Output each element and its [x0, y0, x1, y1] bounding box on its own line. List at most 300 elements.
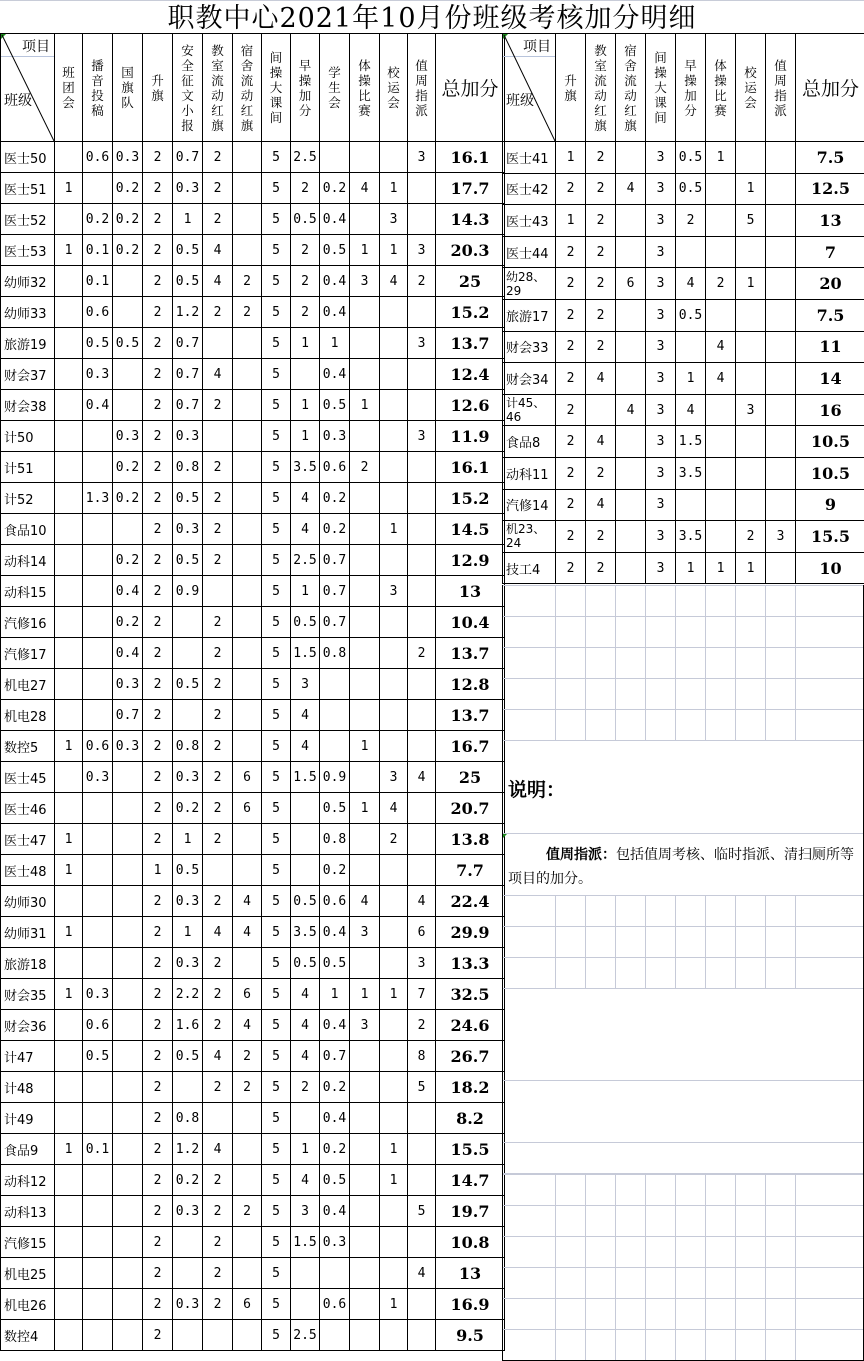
- empty-cell[interactable]: [556, 586, 586, 617]
- empty-cell[interactable]: [616, 1175, 646, 1206]
- empty-cell[interactable]: [503, 586, 556, 617]
- empty-cell[interactable]: [736, 958, 766, 989]
- empty-cell[interactable]: [796, 1237, 864, 1268]
- table-row: [1, 1041, 505, 1072]
- score-cell: [586, 394, 616, 426]
- score-cell: [173, 607, 203, 638]
- empty-cell[interactable]: [616, 1206, 646, 1237]
- score-cell: 2: [203, 731, 233, 762]
- score-cell: [350, 669, 380, 700]
- empty-cell[interactable]: [706, 586, 736, 617]
- empty-cell[interactable]: [766, 1299, 796, 1330]
- empty-cell[interactable]: [796, 586, 864, 617]
- score-cell: 2: [233, 266, 262, 297]
- table-row: [503, 521, 864, 553]
- score-cell: 2: [556, 299, 586, 331]
- score-cell: 2: [203, 948, 233, 979]
- score-cell: 2: [143, 607, 173, 638]
- score-cell: [736, 426, 766, 458]
- empty-cell[interactable]: [616, 958, 646, 989]
- empty-cell[interactable]: [646, 927, 676, 958]
- score-cell: [55, 700, 83, 731]
- column-header: 值周指派: [408, 34, 436, 142]
- empty-cell[interactable]: [796, 710, 864, 741]
- empty-cell[interactable]: [646, 1299, 676, 1330]
- empty-cell[interactable]: [556, 1299, 586, 1330]
- score-cell: 0.3: [173, 514, 203, 545]
- score-cell: 3: [646, 331, 676, 363]
- empty-cell[interactable]: [796, 896, 864, 927]
- empty-cell[interactable]: [706, 1175, 736, 1206]
- score-cell: 6: [616, 268, 646, 300]
- class-name-cell: 幼师32: [1, 266, 55, 297]
- empty-cell[interactable]: [676, 586, 706, 617]
- empty-cell[interactable]: [616, 617, 646, 648]
- score-cell: [408, 390, 436, 421]
- score-cell: 5: [262, 1196, 291, 1227]
- score-cell: 4: [380, 266, 408, 297]
- empty-cell[interactable]: [796, 679, 864, 710]
- score-cell: 0.2: [320, 483, 350, 514]
- empty-cell[interactable]: [736, 617, 766, 648]
- score-cell: [408, 855, 436, 886]
- score-cell: 2: [143, 824, 173, 855]
- column-header: 宿舍流动红旗: [616, 34, 646, 142]
- empty-cell[interactable]: [736, 1237, 766, 1268]
- empty-cell[interactable]: [706, 1268, 736, 1299]
- empty-cell[interactable]: [616, 1299, 646, 1330]
- empty-row: [503, 679, 864, 710]
- empty-cell[interactable]: [796, 648, 864, 679]
- empty-cell[interactable]: [556, 679, 586, 710]
- empty-cell[interactable]: [646, 1175, 676, 1206]
- table-row: [1, 824, 505, 855]
- empty-cell[interactable]: [736, 1206, 766, 1237]
- score-cell: [350, 607, 380, 638]
- empty-cell[interactable]: [736, 679, 766, 710]
- score-cell: [55, 1320, 83, 1351]
- empty-cell[interactable]: [646, 679, 676, 710]
- score-cell: 2: [143, 948, 173, 979]
- score-cell: [83, 793, 113, 824]
- empty-cell[interactable]: [676, 896, 706, 927]
- score-cell: 0.4: [320, 266, 350, 297]
- score-cell: 0.3: [320, 421, 350, 452]
- empty-cell[interactable]: [586, 1237, 616, 1268]
- empty-cell[interactable]: [796, 1330, 864, 1361]
- score-cell: 5: [262, 390, 291, 421]
- score-cell: [233, 421, 262, 452]
- empty-cell[interactable]: [736, 927, 766, 958]
- empty-cell[interactable]: [646, 710, 676, 741]
- empty-cell[interactable]: [766, 679, 796, 710]
- score-cell: 3: [408, 948, 436, 979]
- empty-grid-middle: [502, 895, 864, 989]
- empty-cell[interactable]: [676, 927, 706, 958]
- score-cell: [408, 204, 436, 235]
- score-cell: 0.6: [320, 886, 350, 917]
- empty-cell[interactable]: [616, 648, 646, 679]
- empty-cell[interactable]: [796, 958, 864, 989]
- empty-cell[interactable]: [503, 927, 556, 958]
- score-cell: 0.4: [320, 204, 350, 235]
- empty-cell[interactable]: [676, 958, 706, 989]
- score-cell: 2: [291, 1072, 320, 1103]
- empty-cell[interactable]: [706, 927, 736, 958]
- score-cell: 4: [616, 173, 646, 205]
- empty-cell[interactable]: [586, 896, 616, 927]
- empty-cell[interactable]: [503, 1330, 556, 1361]
- empty-cell[interactable]: [556, 1206, 586, 1237]
- score-cell: 3: [736, 394, 766, 426]
- score-cell: [83, 1227, 113, 1258]
- empty-cell[interactable]: [796, 1175, 864, 1206]
- empty-cell[interactable]: [646, 1268, 676, 1299]
- score-cell: [113, 1072, 143, 1103]
- empty-cell[interactable]: [766, 1206, 796, 1237]
- empty-cell[interactable]: [503, 617, 556, 648]
- score-cell: 0.7: [173, 142, 203, 173]
- score-cell: [706, 205, 736, 237]
- empty-cell[interactable]: [706, 1206, 736, 1237]
- total-score-cell: 16: [796, 394, 864, 426]
- empty-cell[interactable]: [503, 1237, 556, 1268]
- score-cell: [113, 1165, 143, 1196]
- empty-cell[interactable]: [586, 1175, 616, 1206]
- empty-cell[interactable]: [676, 648, 706, 679]
- empty-cell[interactable]: [646, 896, 676, 927]
- empty-cell[interactable]: [646, 586, 676, 617]
- class-name-cell: 幼28、29: [503, 268, 556, 300]
- score-cell: 2: [556, 552, 586, 584]
- score-cell: 0.2: [113, 235, 143, 266]
- score-cell: 1: [676, 552, 706, 584]
- empty-cell[interactable]: [646, 648, 676, 679]
- score-cell: [408, 700, 436, 731]
- column-header: 校运会: [380, 34, 408, 142]
- score-cell: [350, 638, 380, 669]
- score-cell: [380, 948, 408, 979]
- empty-cell[interactable]: [503, 679, 556, 710]
- score-cell: 0.5: [83, 1041, 113, 1072]
- empty-row: [503, 1206, 864, 1237]
- score-cell: [55, 886, 83, 917]
- score-cell: [113, 1289, 143, 1320]
- score-cell: [736, 457, 766, 489]
- table-row: [1, 421, 505, 452]
- score-cell: 0.2: [320, 1072, 350, 1103]
- empty-cell[interactable]: [676, 1268, 706, 1299]
- empty-cell[interactable]: [586, 617, 616, 648]
- empty-cell[interactable]: [616, 1237, 646, 1268]
- score-cell: [55, 1010, 83, 1041]
- score-cell: [83, 576, 113, 607]
- score-cell: [706, 489, 736, 521]
- empty-cell[interactable]: [556, 896, 586, 927]
- empty-cell[interactable]: [556, 1175, 586, 1206]
- score-cell: 1: [291, 576, 320, 607]
- score-cell: [350, 1289, 380, 1320]
- score-cell: [55, 204, 83, 235]
- empty-cell[interactable]: [556, 1330, 586, 1361]
- empty-cell[interactable]: [766, 1268, 796, 1299]
- score-cell: 0.5: [173, 483, 203, 514]
- empty-cell[interactable]: [503, 1175, 556, 1206]
- class-name-cell: 食品8: [503, 426, 556, 458]
- empty-cell[interactable]: [646, 958, 676, 989]
- empty-cell[interactable]: [586, 1206, 616, 1237]
- score-cell: [380, 731, 408, 762]
- empty-cell[interactable]: [646, 617, 676, 648]
- class-name-cell: 医士46: [1, 793, 55, 824]
- empty-cell[interactable]: [616, 1330, 646, 1361]
- score-cell: [350, 204, 380, 235]
- empty-cell[interactable]: [503, 1299, 556, 1330]
- page-title: 职教中心2021年10月份班级考核加分明细: [0, 0, 864, 33]
- score-cell: 2: [586, 236, 616, 268]
- total-score-cell: 13.7: [436, 638, 505, 669]
- score-cell: [233, 1134, 262, 1165]
- score-cell: [55, 328, 83, 359]
- empty-cell[interactable]: [676, 617, 706, 648]
- empty-cell[interactable]: [766, 958, 796, 989]
- empty-cell[interactable]: [706, 679, 736, 710]
- empty-cell[interactable]: [766, 648, 796, 679]
- empty-cell[interactable]: [706, 710, 736, 741]
- score-cell: [350, 700, 380, 731]
- score-cell: [233, 576, 262, 607]
- score-cell: [380, 700, 408, 731]
- table-row: [1, 1103, 505, 1134]
- score-cell: [233, 235, 262, 266]
- score-cell: [55, 669, 83, 700]
- empty-cell[interactable]: [586, 586, 616, 617]
- empty-cell[interactable]: [736, 1330, 766, 1361]
- table-row: [503, 299, 864, 331]
- score-cell: [233, 1320, 262, 1351]
- score-cell: 3: [380, 204, 408, 235]
- empty-cell[interactable]: [766, 927, 796, 958]
- score-cell: [83, 607, 113, 638]
- empty-cell[interactable]: [736, 710, 766, 741]
- empty-cell[interactable]: [646, 1206, 676, 1237]
- score-cell: 6: [233, 1289, 262, 1320]
- score-cell: 2.5: [291, 1320, 320, 1351]
- table-row: [1, 638, 505, 669]
- empty-cell[interactable]: [676, 1206, 706, 1237]
- score-cell: [83, 700, 113, 731]
- empty-cell[interactable]: [556, 617, 586, 648]
- empty-cell[interactable]: [676, 710, 706, 741]
- class-name-cell: 汽修14: [503, 489, 556, 521]
- empty-cell[interactable]: [736, 1299, 766, 1330]
- score-cell: [233, 1103, 262, 1134]
- score-cell: 2: [556, 268, 586, 300]
- empty-cell[interactable]: [616, 927, 646, 958]
- score-cell: 1: [173, 824, 203, 855]
- score-cell: 0.4: [113, 638, 143, 669]
- score-cell: 1: [380, 1165, 408, 1196]
- score-cell: [706, 173, 736, 205]
- empty-cell[interactable]: [503, 1206, 556, 1237]
- class-name-cell: 医士47: [1, 824, 55, 855]
- total-score-cell: 29.9: [436, 917, 505, 948]
- table-row: [1, 483, 505, 514]
- empty-cell[interactable]: [676, 1237, 706, 1268]
- score-cell: [350, 948, 380, 979]
- empty-cell[interactable]: [503, 896, 556, 927]
- column-header: 体操比赛: [706, 34, 736, 142]
- score-cell: [736, 236, 766, 268]
- empty-cell[interactable]: [676, 679, 706, 710]
- score-cell: [616, 142, 646, 174]
- empty-cell[interactable]: [616, 1268, 646, 1299]
- class-name-cell: 幼师31: [1, 917, 55, 948]
- score-cell: [380, 855, 408, 886]
- score-cell: 1.5: [291, 762, 320, 793]
- score-cell: 2: [556, 173, 586, 205]
- table-row: [1, 886, 505, 917]
- empty-cell[interactable]: [766, 710, 796, 741]
- score-cell: [291, 824, 320, 855]
- empty-cell[interactable]: [586, 1330, 616, 1361]
- empty-cell[interactable]: [766, 1330, 796, 1361]
- score-cell: 0.3: [173, 948, 203, 979]
- total-score-cell: 9.5: [436, 1320, 505, 1351]
- empty-cell[interactable]: [646, 1237, 676, 1268]
- empty-cell[interactable]: [766, 586, 796, 617]
- class-name-cell: 机电27: [1, 669, 55, 700]
- score-cell: [766, 331, 796, 363]
- empty-cell[interactable]: [616, 679, 646, 710]
- empty-cell[interactable]: [796, 1206, 864, 1237]
- empty-cell[interactable]: [736, 896, 766, 927]
- empty-cell[interactable]: [586, 710, 616, 741]
- empty-cell[interactable]: [503, 648, 556, 679]
- score-cell: 0.4: [113, 576, 143, 607]
- empty-cell[interactable]: [736, 648, 766, 679]
- empty-cell[interactable]: [706, 648, 736, 679]
- empty-cell[interactable]: [556, 1268, 586, 1299]
- score-cell: 1: [350, 235, 380, 266]
- score-cell: 5: [262, 1010, 291, 1041]
- score-cell: [113, 824, 143, 855]
- empty-cell[interactable]: [676, 1299, 706, 1330]
- empty-cell[interactable]: [616, 896, 646, 927]
- empty-cell[interactable]: [503, 958, 556, 989]
- empty-cell[interactable]: [586, 1299, 616, 1330]
- empty-cell[interactable]: [706, 1237, 736, 1268]
- score-cell: [113, 1010, 143, 1041]
- empty-cell[interactable]: [503, 1268, 556, 1299]
- empty-cell[interactable]: [586, 648, 616, 679]
- score-cell: 2: [203, 1010, 233, 1041]
- score-cell: [616, 331, 646, 363]
- score-cell: 1: [291, 1134, 320, 1165]
- score-cell: 0.5: [676, 299, 706, 331]
- total-score-cell: 17.7: [436, 173, 505, 204]
- score-cell: [83, 452, 113, 483]
- empty-cell[interactable]: [706, 896, 736, 927]
- score-cell: 0.7: [173, 359, 203, 390]
- empty-cell[interactable]: [736, 586, 766, 617]
- class-name-cell: 医士41: [503, 142, 556, 174]
- empty-cell[interactable]: [646, 1330, 676, 1361]
- score-cell: 0.3: [173, 1289, 203, 1320]
- class-name-cell: 汽修16: [1, 607, 55, 638]
- score-cell: [408, 793, 436, 824]
- column-header: 间操大课间: [262, 34, 291, 142]
- score-cell: 0.5: [320, 793, 350, 824]
- right-score-table: [502, 33, 864, 584]
- score-cell: 2: [143, 514, 173, 545]
- empty-cell[interactable]: [766, 1175, 796, 1206]
- empty-cell[interactable]: [616, 586, 646, 617]
- empty-cell[interactable]: [676, 1330, 706, 1361]
- empty-cell[interactable]: [766, 617, 796, 648]
- score-cell: 2: [203, 638, 233, 669]
- score-cell: 1: [736, 268, 766, 300]
- score-cell: [616, 363, 646, 395]
- empty-cell[interactable]: [706, 958, 736, 989]
- score-cell: [233, 545, 262, 576]
- score-cell: 5: [262, 204, 291, 235]
- score-cell: [233, 452, 262, 483]
- empty-cell[interactable]: [706, 1330, 736, 1361]
- empty-cell[interactable]: [556, 958, 586, 989]
- empty-cell[interactable]: [706, 1299, 736, 1330]
- empty-cell[interactable]: [586, 927, 616, 958]
- empty-cell[interactable]: [766, 1237, 796, 1268]
- empty-cell[interactable]: [736, 1268, 766, 1299]
- empty-cell[interactable]: [556, 927, 586, 958]
- score-cell: [113, 1227, 143, 1258]
- score-cell: 4: [233, 1010, 262, 1041]
- empty-cell[interactable]: [586, 1268, 616, 1299]
- score-cell: 5: [262, 1227, 291, 1258]
- score-cell: [380, 142, 408, 173]
- table-row: [503, 268, 864, 300]
- empty-cell[interactable]: [676, 1175, 706, 1206]
- empty-cell[interactable]: [503, 710, 556, 741]
- empty-cell[interactable]: [586, 679, 616, 710]
- score-cell: 0.2: [113, 452, 143, 483]
- score-cell: [706, 457, 736, 489]
- empty-cell[interactable]: [796, 927, 864, 958]
- empty-cell[interactable]: [796, 617, 864, 648]
- empty-cell[interactable]: [586, 958, 616, 989]
- empty-cell[interactable]: [796, 1268, 864, 1299]
- score-cell: 4: [706, 363, 736, 395]
- score-cell: 3: [646, 521, 676, 553]
- score-cell: 0.4: [320, 1196, 350, 1227]
- empty-cell[interactable]: [556, 710, 586, 741]
- empty-cell[interactable]: [556, 1237, 586, 1268]
- total-score-cell: 15.5: [796, 521, 864, 553]
- empty-cell[interactable]: [706, 617, 736, 648]
- class-name-cell: 医士53: [1, 235, 55, 266]
- empty-cell[interactable]: [556, 648, 586, 679]
- score-cell: 0.7: [173, 390, 203, 421]
- score-cell: [203, 421, 233, 452]
- empty-cell[interactable]: [766, 896, 796, 927]
- empty-cell[interactable]: [616, 710, 646, 741]
- empty-cell[interactable]: [796, 1299, 864, 1330]
- score-cell: [350, 824, 380, 855]
- empty-cell[interactable]: [736, 1175, 766, 1206]
- score-cell: 1: [736, 552, 766, 584]
- table-row: [1, 1320, 505, 1351]
